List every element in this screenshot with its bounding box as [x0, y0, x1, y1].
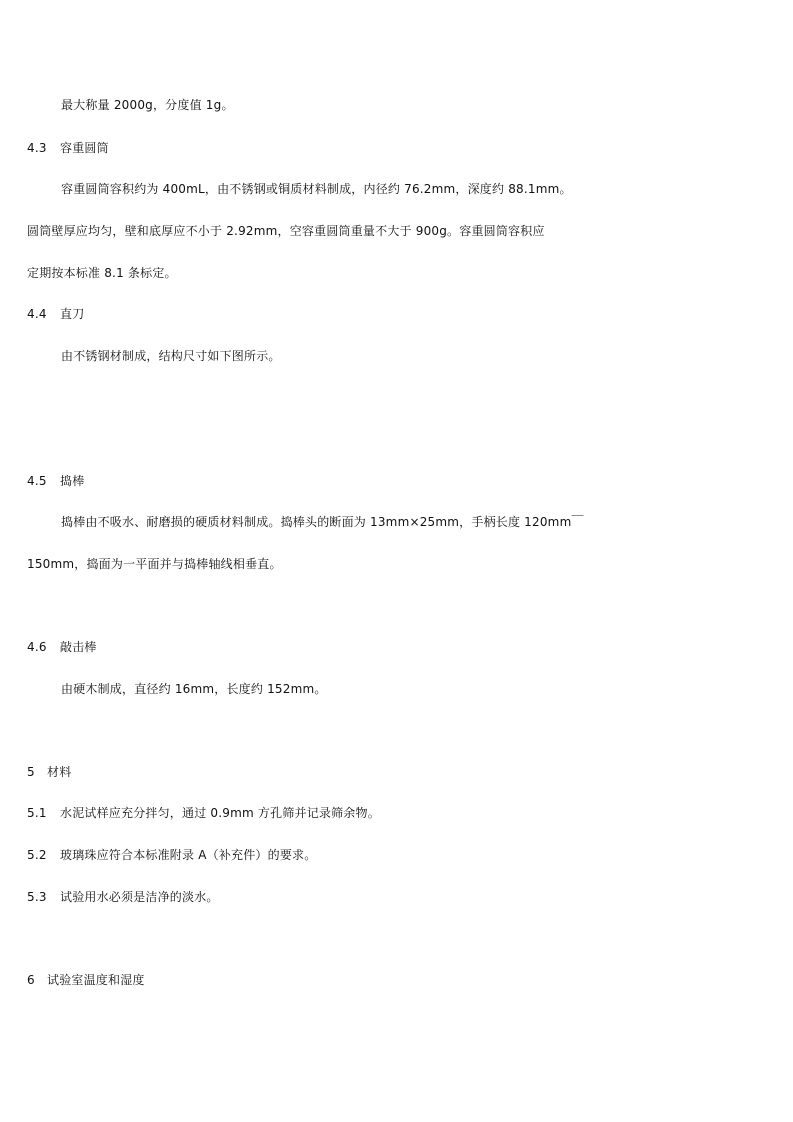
clause-number: 5.2	[27, 848, 47, 862]
section-heading-4-6	[27, 640, 97, 654]
section-title: 捣棒	[60, 474, 85, 488]
section-heading-6	[27, 973, 145, 987]
section-number: 4.3	[27, 141, 47, 155]
section-number: 4.4	[27, 307, 47, 321]
section-number: 6	[27, 973, 35, 987]
section-number: 5	[27, 765, 35, 779]
section-title: 敲击棒	[60, 640, 97, 654]
section-heading-4-3	[27, 141, 109, 155]
section-heading-5	[27, 765, 71, 779]
clause-text: 试验用水必须是洁净的淡水。	[60, 890, 219, 904]
clause-number: 5.1	[27, 806, 47, 820]
clause-text: 水泥试样应充分拌匀，通过 0.9mm 方孔筛并记录筛余物。	[60, 806, 380, 820]
section-number: 4.6	[27, 640, 47, 654]
paragraph-4-3-line-3: 定期按本标准 8.1 条标定。	[27, 266, 177, 280]
paragraph-4-3-line-1: 容重圆筒容积约为 400mL，由不锈钢或铜质材料制成，内径约 76.2mm，深度约 88.1mm。	[61, 182, 572, 196]
section-title: 试验室温度和湿度	[47, 973, 145, 987]
clause-5-1	[27, 806, 380, 820]
section-number: 4.5	[27, 474, 47, 488]
section-heading-4-4	[27, 307, 84, 321]
section-title: 直刀	[60, 307, 85, 321]
paragraph-4-3-line-2: 圆筒壁厚应均匀，壁和底厚应不小于 2.92mm，空容重圆筒重量不大于 900g。容重圆筒容积应	[27, 224, 545, 238]
paragraph-4-2-tail: 最大称量 2000g，分度值 1g。	[61, 98, 234, 112]
paragraph-4-6: 由硬木制成，直径约 16mm，长度约 152mm。	[61, 682, 327, 696]
clause-5-2	[27, 848, 316, 862]
paragraph-4-5-line-1: 捣棒由不吸水、耐磨损的硬质材料制成。捣棒头的断面为 13mm×25mm，手柄长度 120mm￣	[61, 515, 584, 529]
paragraph-4-4: 由不锈钢材制成，结构尺寸如下图所示。	[61, 349, 281, 363]
clause-text: 玻璃珠应符合本标准附录 A（补充件）的要求。	[60, 848, 317, 862]
paragraph-4-5-line-2: 150mm，捣面为一平面并与捣棒轴线相垂直。	[27, 557, 282, 571]
clause-number: 5.3	[27, 890, 47, 904]
clause-5-3	[27, 890, 219, 904]
section-heading-4-5	[27, 474, 84, 488]
section-title: 材料	[47, 765, 72, 779]
section-title: 容重圆筒	[60, 141, 109, 155]
